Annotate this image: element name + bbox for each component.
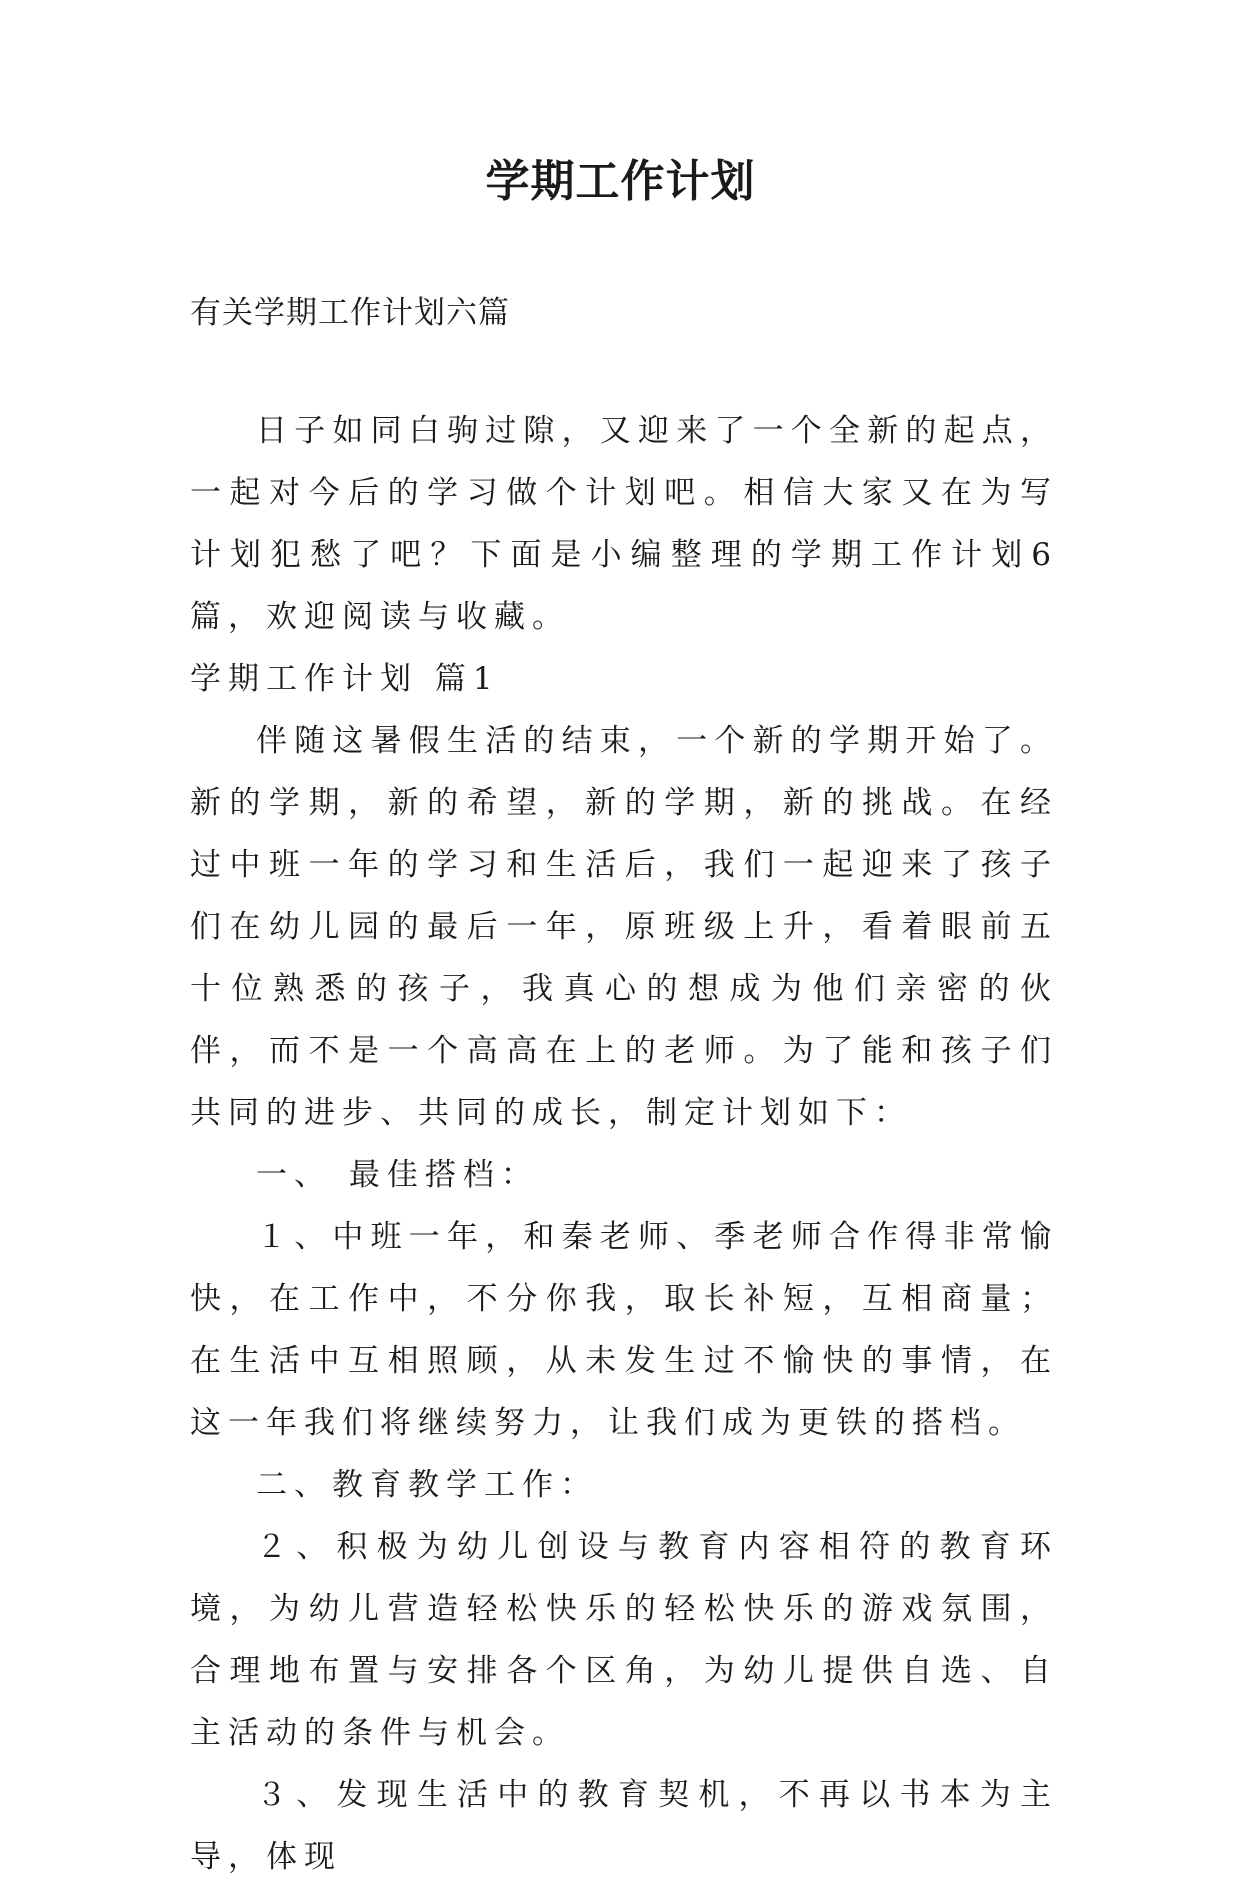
document-subtitle: 有关学期工作计划六篇: [190, 295, 510, 331]
document-title: 学期工作计划: [485, 156, 756, 207]
heading-2: 二、教育教学工作：: [256, 1467, 598, 1503]
document-body: [190, 400, 1058, 1888]
item-2: ２、积极为幼儿创设与教育内容相符的教育环境，为幼儿营造轻松快乐的轻松快乐的游戏氛围，合理地布置与安排各个区角，为幼儿提供自选、自主活动的条件与机会。: [190, 1529, 1058, 1751]
heading-1: 一、 最佳搭档：: [256, 1157, 539, 1193]
section-heading: 学期工作计划 篇1: [190, 661, 500, 697]
item-3: ３、发现生活中的教育契机，不再以书本为主导，体现: [190, 1777, 1058, 1875]
paragraph-1: 伴随这暑假生活的结束，一个新的学期开始了。新的学期，新的希望，新的学期，新的挑战。在经过中班一年的学习和生活后，我们一起迎来了孩子们在幼儿园的最后一年，原班级上升，看着眼前五十位熟悉的孩子，我真心的想成为他们亲密的伙伴，而不是一个高高在上的老师。为了能和孩子们共同的进步、共同的成长，制定计划如下：: [190, 723, 1058, 1131]
item-1: １、中班一年，和秦老师、季老师合作得非常愉快，在工作中，不分你我，取长补短，互相商量；在生活中互相照顾，从未发生过不愉快的事情，在这一年我们将继续努力，让我们成为更铁的搭档。: [190, 1219, 1058, 1441]
intro-paragraph: 日子如同白驹过隙，又迎来了一个全新的起点，一起对今后的学习做个计划吧。相信大家又在为写计划犯愁了吧？下面是小编整理的学期工作计划6篇，欢迎阅读与收藏。: [190, 413, 1058, 635]
